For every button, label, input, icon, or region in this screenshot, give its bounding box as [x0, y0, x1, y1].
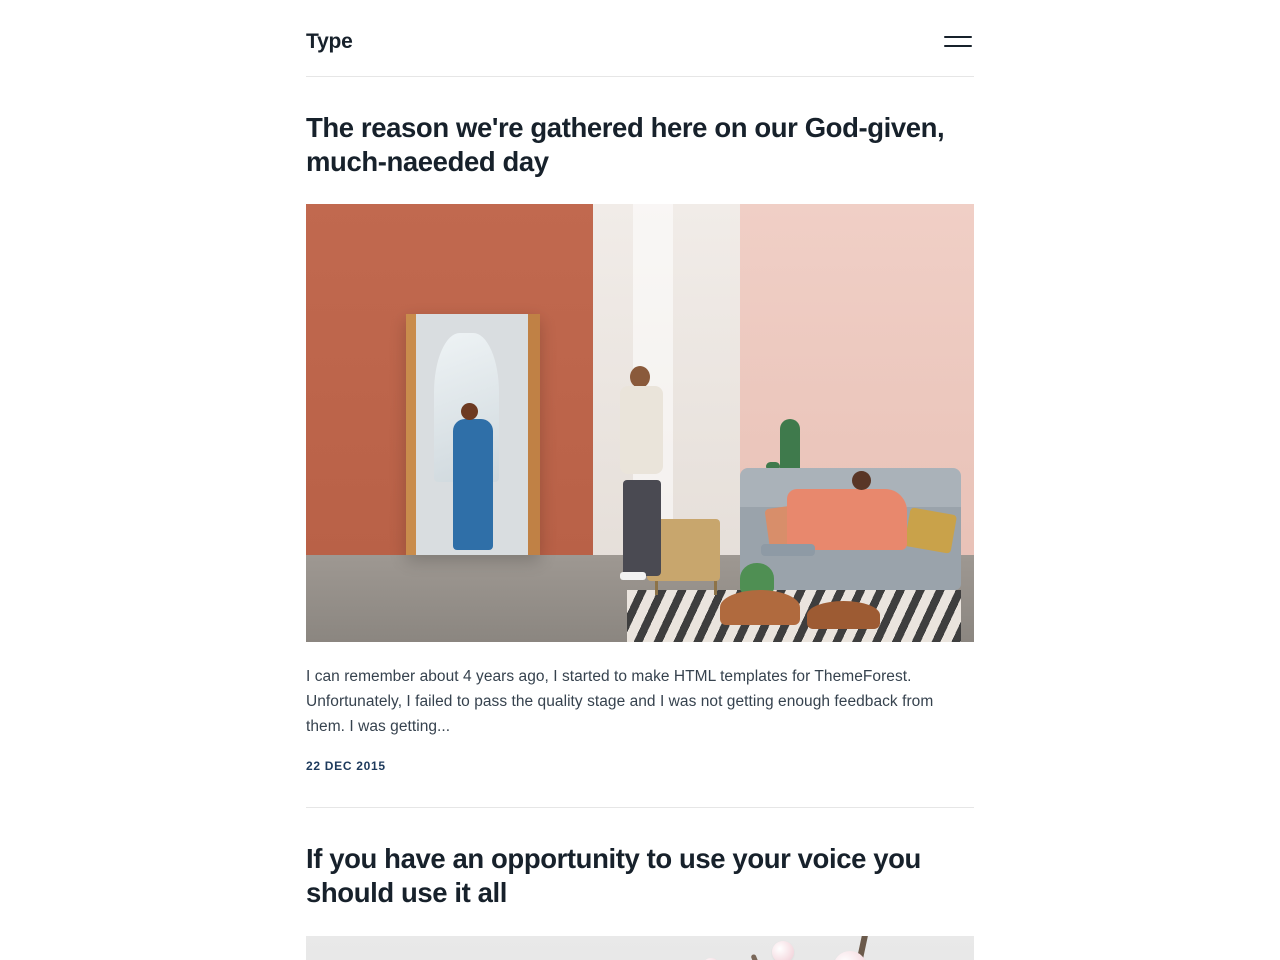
article-date[interactable]: 22 DEC 2015 — [306, 759, 386, 774]
office-scene-illustration — [306, 204, 974, 642]
walking-person-head — [630, 366, 650, 388]
hamburger-menu-icon[interactable] — [944, 30, 974, 52]
content-container — [306, 0, 974, 960]
article-featured-image[interactable] — [306, 936, 974, 960]
article-card — [306, 77, 974, 775]
article-card — [306, 808, 974, 960]
site-header — [306, 0, 974, 64]
person-sitting — [787, 489, 907, 550]
menu-bar-2 — [944, 45, 972, 47]
person-in-booth — [453, 419, 493, 550]
site-logo[interactable]: Type — [306, 29, 353, 53]
walking-person-legs — [623, 480, 661, 577]
menu-bar-1 — [944, 36, 972, 38]
person-walking — [620, 366, 663, 576]
blossom-scene-illustration — [306, 936, 974, 960]
walking-person-sweater — [620, 386, 663, 474]
article-excerpt: I can remember about 4 years ago, I started to make HTML templates for ThemeForest. Unfortunately, I failed to pass the quality stage and I was not getting enough feedback from them. I was getting... — [306, 668, 934, 736]
walking-person-shoe — [620, 572, 646, 580]
article-title[interactable]: If you have an opportunity to use your voice you should use it all — [306, 843, 921, 908]
article-title[interactable]: The reason we're gathered here on our God-given, much-naeeded day — [306, 112, 945, 177]
article-featured-image[interactable] — [306, 204, 974, 642]
side-table — [807, 601, 880, 629]
cushion-yellow — [904, 507, 957, 554]
blossom — [772, 941, 794, 960]
coffee-table — [720, 590, 800, 625]
